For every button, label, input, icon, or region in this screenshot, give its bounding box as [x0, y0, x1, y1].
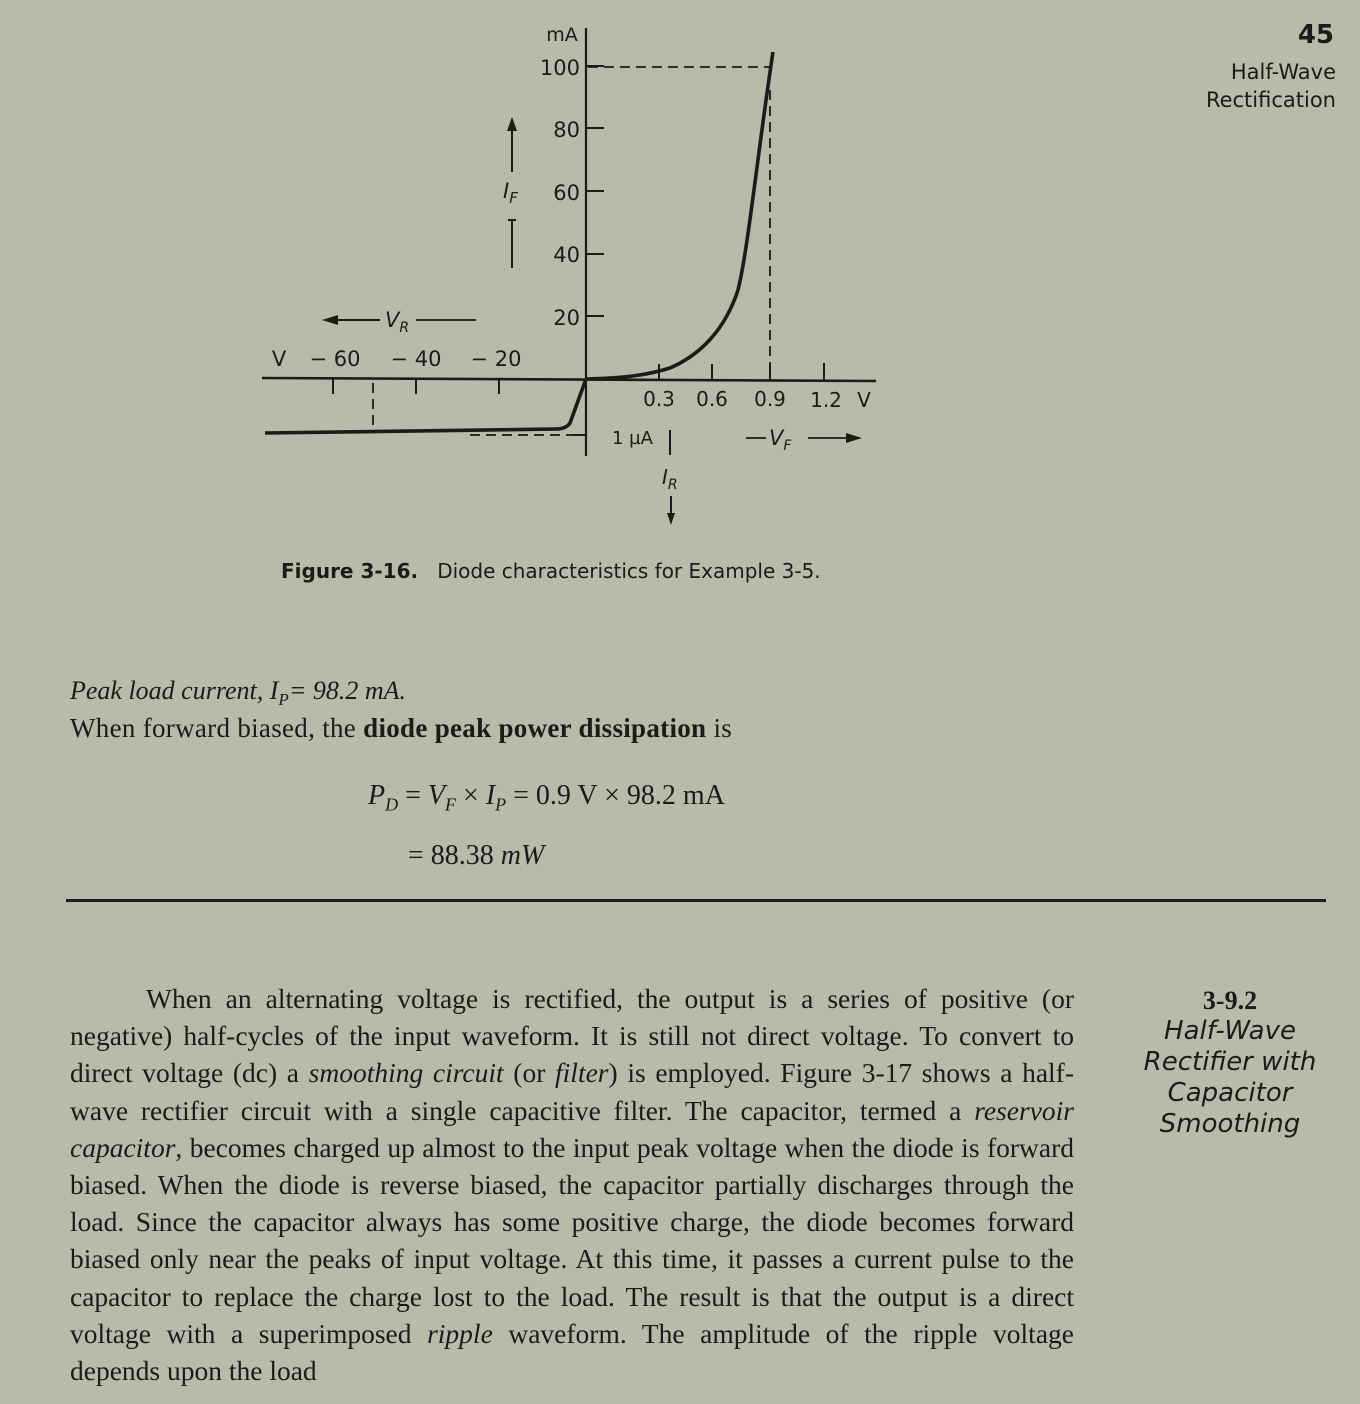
x-tick-neg60: − 60 — [309, 347, 361, 371]
body-s4: , becomes charged up almost to the input peak voltage when the diode is forward biased. When the diode is reverse biased, the capacitor partially discharges through the load. Since the capacitor always has some positive charge, the diode becomes forward biased only near the peaks of input voltage. At this time, it passes a current pulse to the capacitor to replace the charge lost to the load. The result is that the output is a direct voltage with a superimposed — [70, 1131, 1074, 1349]
section-title-line-1: Half-Wave — [1164, 1016, 1296, 1046]
eq-vf-sub: F — [445, 794, 457, 815]
section-heading — [1130, 985, 1330, 1140]
section-title-line-4: Smoothing — [1159, 1109, 1301, 1139]
ir-arrow-icon — [667, 496, 675, 525]
body-s1: When an alternating voltage is rectified, the output is a series of positive (or negative) half-cycles of the input waveform. It is still not direct voltage. To convert to direct voltage (dc) a — [70, 983, 1074, 1089]
y-tick-60: 60 — [553, 181, 580, 205]
equation-result — [408, 840, 544, 872]
eq-pd: P — [368, 780, 386, 811]
eq-pd-sub: D — [385, 794, 399, 815]
x-tick-neg20: − 20 — [470, 347, 522, 371]
section-title-line-3: Capacitor — [1167, 1078, 1293, 1108]
y-unit-label: mA — [546, 24, 578, 46]
vf-label: $V_F$ — [769, 426, 792, 454]
x-pos-unit: V — [857, 388, 871, 412]
eq-ip: I — [485, 780, 496, 811]
forward-curve — [586, 52, 773, 379]
section-title-line-2: Rectifier with — [1143, 1047, 1317, 1077]
x-tick-1.2: 1.2 — [810, 388, 842, 412]
y-tick-40: 40 — [553, 243, 580, 267]
body-s3: ) is employed. Figure 3-17 shows a half-wave rectifier circuit with a single capacitive filter. The capacitor, termed a — [70, 1057, 1074, 1126]
running-head-line-1: Half-Wave — [1230, 60, 1336, 84]
figure-caption — [281, 559, 821, 583]
eq-vf: V — [427, 780, 446, 811]
eq-times: × — [456, 780, 486, 811]
lead-post: is — [706, 713, 733, 743]
section-number: 3-9.2 — [1202, 986, 1258, 1015]
given-prefix: Peak load current, I — [70, 676, 279, 705]
y-tick-100: 100 — [539, 56, 580, 80]
term-reservoir-capacitor: reservoir capacitor — [70, 1094, 1074, 1163]
body-s5: waveform. The amplitude of the ripple voltage depends upon the load — [70, 1317, 1074, 1387]
x-tick-neg40: − 40 — [390, 347, 442, 371]
given-suffix: = 98.2 mA. — [288, 676, 407, 705]
diode-characteristic-figure — [0, 0, 900, 540]
eq-result-value: = 88.38 — [408, 840, 501, 871]
given-sub: P — [278, 690, 289, 710]
if-label: $I_F$ — [503, 179, 518, 207]
body-paragraph — [70, 980, 1074, 1389]
lead-bold: diode peak power dissipation — [363, 713, 707, 743]
reverse-curve — [265, 379, 586, 433]
section-divider — [66, 899, 1326, 902]
y-tick-20: 20 — [553, 306, 580, 330]
reverse-current-label: 1 µA — [612, 428, 653, 449]
term-filter: filter — [555, 1057, 609, 1089]
eq-result-unit: mW — [500, 840, 545, 871]
term-ripple: ripple — [427, 1317, 493, 1349]
x-tick-0.6: 0.6 — [696, 387, 728, 411]
y-tick-80: 80 — [553, 118, 580, 142]
ir-label: $I_R$ — [662, 465, 678, 493]
x-neg-unit: V — [271, 347, 287, 371]
lead-pre: When forward biased, the — [70, 713, 364, 743]
term-smoothing-circuit: smoothing circuit — [308, 1057, 504, 1089]
figure-caption-text: Diode characteristics for Example 3-5. — [437, 559, 821, 583]
vr-label: $V_R$ — [385, 308, 410, 336]
vf-arrow-icon — [746, 433, 862, 443]
x-tick-0.9: 0.9 — [754, 387, 786, 411]
running-head-line-2: Rectification — [1205, 88, 1336, 112]
eq-equals: = — [398, 780, 428, 811]
eq-ip-sub: P — [495, 794, 507, 815]
eq-rest: = 0.9 V × 98.2 mA — [506, 780, 725, 811]
example-lead — [70, 713, 732, 744]
running-head — [1206, 58, 1336, 114]
equation-power — [368, 780, 725, 816]
paragraph — [70, 980, 1074, 1389]
figure-caption-label: Figure 3-16. — [281, 559, 419, 583]
page-number: 45 — [1297, 20, 1334, 50]
body-s2: (or — [503, 1057, 556, 1089]
example-given — [70, 676, 406, 710]
x-tick-0.3: 0.3 — [643, 387, 675, 411]
